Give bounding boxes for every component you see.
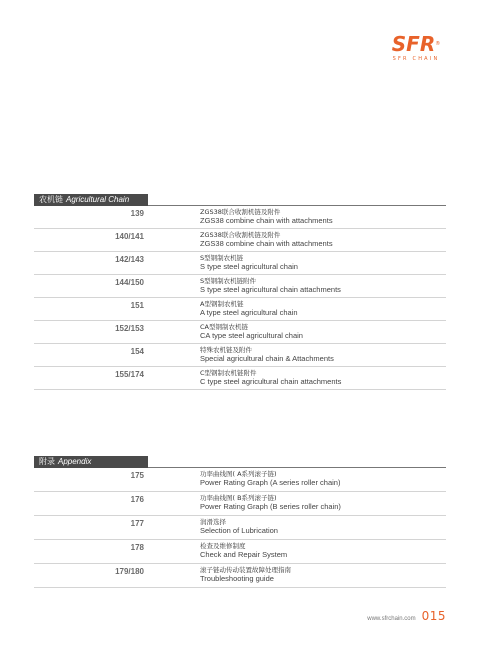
toc-row[interactable]	[34, 321, 446, 344]
toc-row[interactable]	[34, 492, 446, 516]
toc-entry-text	[200, 252, 446, 271]
toc-entry-en: Troubleshooting guide	[200, 574, 274, 583]
toc-page-number: 176	[130, 495, 144, 504]
toc-entry-cn: S型钢制农机链附件	[200, 277, 257, 285]
toc-entry-en: C type steel agricultural chain attachments	[200, 377, 342, 386]
toc-row[interactable]	[34, 564, 446, 588]
toc-row[interactable]	[34, 344, 446, 367]
toc-page-number: 139	[130, 209, 144, 218]
toc-entry-en: CA type steel agricultural chain	[200, 331, 303, 340]
toc-page-number: 175	[130, 471, 144, 480]
toc-entry-cn: 功率曲线图( A系列滚子链)	[200, 470, 277, 478]
toc-entry-cn: 滚子链动传动装置故障处理指南	[200, 566, 291, 574]
toc-entry-en: Special agricultural chain & Attachments	[200, 354, 334, 363]
website-link[interactable]: www.sfrchain.com	[367, 616, 416, 622]
toc-page-number: 177	[130, 519, 144, 528]
toc-entry-text	[200, 516, 446, 535]
toc-entry-cn: A型钢制农机链	[200, 300, 244, 308]
section-title-cn: 农机链	[39, 195, 63, 204]
toc-entry-cn: 检查及维修制度	[200, 542, 246, 550]
toc-entry-en: Selection of Lubrication	[200, 526, 278, 535]
section-title-cn: 附录	[39, 457, 55, 466]
toc-entry-text	[200, 540, 446, 559]
toc-entry-en: S type steel agricultural chain	[200, 262, 298, 271]
toc-entry-text	[200, 321, 446, 340]
section-appendix	[34, 456, 446, 588]
toc-entry-cn: S型钢制农机链	[200, 254, 244, 262]
toc-entry-en: ZGS38 combine chain with attachments	[200, 216, 333, 225]
toc-entry-text	[200, 367, 446, 386]
toc-row[interactable]	[34, 275, 446, 298]
toc-entry-cn: 功率曲线图( B系列滚子链)	[200, 494, 277, 502]
section-header	[34, 194, 446, 206]
toc-row[interactable]	[34, 367, 446, 390]
toc-row[interactable]	[34, 468, 446, 492]
toc-entry-cn: ZGS38联合收割机链及附件	[200, 208, 281, 216]
section-title-en: Appendix	[58, 457, 92, 466]
toc-entry-en: ZGS38 combine chain with attachments	[200, 239, 333, 248]
toc-page-number: 152/153	[115, 324, 144, 333]
toc-entry-cn: 特殊农机链及附件	[200, 346, 252, 354]
toc-entry-text	[200, 206, 446, 225]
section-header	[34, 456, 446, 468]
toc-entry-cn: C型钢制农机链附件	[200, 369, 257, 377]
toc-entry-text	[200, 468, 446, 487]
toc-page-number: 178	[130, 543, 144, 552]
logo-mark: SFR®	[391, 32, 441, 56]
section-rule	[148, 467, 446, 468]
toc-entry-text	[200, 564, 446, 583]
toc-entry-en: Power Rating Graph (A series roller chain)	[200, 478, 341, 487]
toc-entry-text	[200, 229, 446, 248]
logo-subtitle: SFR CHAIN	[392, 56, 440, 62]
toc-entry-text	[200, 492, 446, 511]
toc-page-number: 140/141	[115, 232, 144, 241]
toc-entry-en: Check and Repair System	[200, 550, 288, 559]
section-agricultural-chain	[34, 194, 446, 390]
section-rule	[148, 205, 446, 206]
toc-page-number: 142/143	[115, 255, 144, 264]
toc-row[interactable]	[34, 540, 446, 564]
brand-logo	[388, 34, 444, 62]
toc-row[interactable]	[34, 252, 446, 275]
toc-entry-cn: 润滑选择	[200, 518, 226, 526]
section-title-bar	[34, 456, 148, 468]
page-footer	[367, 609, 446, 623]
toc-page-number: 154	[130, 347, 144, 356]
toc-row[interactable]	[34, 229, 446, 252]
toc-page-number: 155/174	[115, 370, 144, 379]
toc-row[interactable]	[34, 298, 446, 321]
toc-row[interactable]	[34, 206, 446, 229]
toc-entry-text	[200, 344, 446, 363]
toc-page-number: 151	[130, 301, 144, 310]
toc-entry-cn: ZGS38联合收割机链及附件	[200, 231, 281, 239]
toc-entry-en: A type steel agricultural chain	[200, 308, 298, 317]
toc-row[interactable]	[34, 516, 446, 540]
toc-entry-en: S type steel agricultural chain attachments	[200, 285, 341, 294]
toc-entry-text	[200, 298, 446, 317]
toc-page-number: 179/180	[115, 567, 144, 576]
toc-entry-en: Power Rating Graph (B series roller chain)	[200, 502, 341, 511]
toc-page-number: 144/150	[115, 278, 144, 287]
section-title-bar	[34, 194, 148, 206]
toc-entry-cn: CA型钢制农机链	[200, 323, 248, 331]
section-title-en: Agricultural Chain	[66, 195, 130, 204]
page-number: 015	[421, 609, 446, 623]
toc-entry-text	[200, 275, 446, 294]
